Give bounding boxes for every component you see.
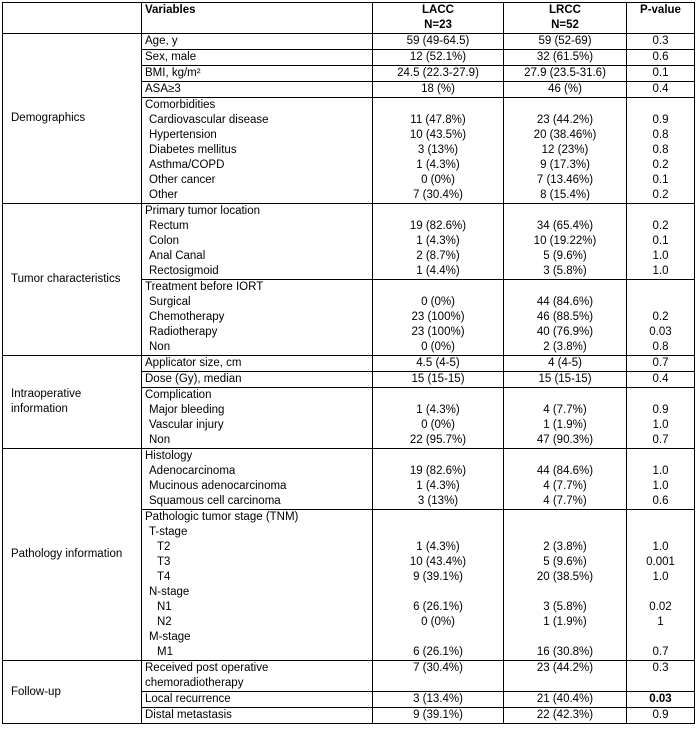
pvalue-value bbox=[630, 388, 691, 403]
lacc-value: 7 (30.4%) bbox=[413, 662, 463, 674]
variable-label: Primary tumor location bbox=[145, 205, 261, 217]
lacc-cell bbox=[373, 388, 504, 449]
lrcc-cell bbox=[504, 372, 627, 388]
sub-variable-label: N-stage bbox=[149, 586, 190, 598]
lrcc-value: 16 (30.8%) bbox=[536, 646, 594, 658]
lrcc-value: 15 (15-15) bbox=[538, 373, 592, 385]
lacc-value: 2 (8.7%) bbox=[416, 250, 460, 262]
pvalue-value bbox=[630, 204, 691, 219]
lrcc-value bbox=[507, 525, 623, 540]
variable-label: Dose (Gy), median bbox=[145, 373, 242, 385]
lrcc-value: 10 (19.22%) bbox=[533, 235, 597, 247]
lrcc-value bbox=[507, 204, 623, 219]
variable-label: BMI, kg/m² bbox=[145, 67, 201, 79]
lrcc-value: 4 (7.7%) bbox=[543, 495, 587, 507]
lrcc-cell bbox=[504, 449, 627, 510]
sub-variable-label: Rectum bbox=[149, 220, 189, 232]
lrcc-cell bbox=[504, 708, 627, 724]
sub-variable-label: Major bleeding bbox=[149, 404, 225, 416]
pvalue-cell bbox=[627, 388, 695, 449]
lacc-value: 9 (39.1%) bbox=[413, 709, 463, 721]
lrcc-value: 44 (84.6%) bbox=[536, 296, 594, 308]
lacc-value: 1 (4.4%) bbox=[416, 265, 460, 277]
pvalue-cell bbox=[627, 34, 695, 50]
lrcc-value: 4 (7.7%) bbox=[543, 480, 587, 492]
table-body bbox=[3, 34, 695, 724]
pvalue-value: 1.0 bbox=[652, 465, 669, 477]
lacc-cell bbox=[373, 510, 504, 661]
lacc-value: 24.5 (22.3-27.9) bbox=[397, 67, 479, 79]
sub-variable-label: M1 bbox=[157, 646, 173, 658]
variable-cell bbox=[142, 356, 373, 372]
pvalue-value: 0.001 bbox=[646, 556, 675, 568]
sub-variable-label: Colon bbox=[149, 235, 180, 247]
header-lacc bbox=[373, 3, 504, 34]
pvalue-value: 0.7 bbox=[652, 357, 669, 369]
lrcc-value: 4 (4-5) bbox=[548, 357, 582, 369]
header-lacc-name: LACC bbox=[422, 4, 454, 16]
variable-cell bbox=[142, 34, 373, 50]
variable-cell bbox=[142, 50, 373, 66]
lacc-cell bbox=[373, 692, 504, 708]
pvalue-cell bbox=[627, 449, 695, 510]
lrcc-value bbox=[507, 630, 623, 645]
variable-label: Local recurrence bbox=[145, 693, 231, 705]
header-lacc-n: N=23 bbox=[424, 19, 452, 31]
lacc-cell bbox=[373, 98, 504, 204]
pvalue-cell bbox=[627, 98, 695, 204]
lrcc-value: 12 (23%) bbox=[541, 144, 589, 156]
sub-variable-label: Diabetes mellitus bbox=[149, 144, 237, 156]
lacc-cell bbox=[373, 449, 504, 510]
lacc-value: 23 (100%) bbox=[411, 326, 465, 338]
pvalue-value: 0.3 bbox=[652, 35, 669, 47]
lrcc-value: 21 (40.4%) bbox=[536, 693, 594, 705]
lacc-value: 1 (4.3%) bbox=[416, 404, 460, 416]
lacc-value: 10 (43.5%) bbox=[409, 129, 467, 141]
pvalue-value bbox=[630, 295, 691, 310]
lacc-cell bbox=[373, 82, 504, 98]
table-row bbox=[3, 356, 695, 372]
lacc-cell bbox=[373, 372, 504, 388]
sub-variable-label: Surgical bbox=[149, 296, 191, 308]
pvalue-cell bbox=[627, 661, 695, 692]
pvalue-value: 0.03 bbox=[649, 326, 672, 338]
pvalue-cell bbox=[627, 50, 695, 66]
variable-cell bbox=[142, 708, 373, 724]
pvalue-cell bbox=[627, 66, 695, 82]
lacc-value bbox=[376, 280, 500, 295]
sub-variable-label: Non bbox=[149, 434, 171, 446]
category-cell: Demographics bbox=[3, 34, 142, 204]
lacc-value bbox=[376, 525, 500, 540]
variable-label: ASA≥3 bbox=[145, 83, 181, 95]
pvalue-value bbox=[630, 280, 691, 295]
pvalue-value: 0.3 bbox=[652, 662, 669, 674]
lacc-value: 23 (100%) bbox=[411, 311, 465, 323]
pvalue-value: 1.0 bbox=[652, 250, 669, 262]
lacc-value: 22 (95.7%) bbox=[409, 434, 467, 446]
pvalue-value bbox=[630, 98, 691, 113]
lacc-value bbox=[376, 630, 500, 645]
lacc-value bbox=[376, 510, 500, 525]
header-lrcc-name: LRCC bbox=[549, 4, 581, 16]
variable-cell bbox=[142, 98, 373, 204]
sub-variable-label: Anal Canal bbox=[149, 250, 206, 262]
sub-variable-label: Asthma/COPD bbox=[149, 159, 225, 171]
lacc-value: 10 (43.4%) bbox=[409, 556, 467, 568]
lacc-cell bbox=[373, 661, 504, 692]
lrcc-value: 59 (52-69) bbox=[538, 35, 592, 47]
lacc-cell bbox=[373, 66, 504, 82]
sub-variable-label: Mucinous adenocarcinoma bbox=[149, 480, 287, 492]
variable-label: Treatment before IORT bbox=[145, 281, 264, 293]
lrcc-cell bbox=[504, 510, 627, 661]
pvalue-value: 0.8 bbox=[652, 144, 669, 156]
lrcc-value: 23 (44.2%) bbox=[536, 662, 594, 674]
sub-variable-label: T-stage bbox=[149, 526, 188, 538]
sub-variable-label: T4 bbox=[157, 571, 171, 583]
pvalue-value: 1.0 bbox=[652, 419, 669, 431]
pvalue-cell bbox=[627, 356, 695, 372]
lacc-value: 19 (82.6%) bbox=[409, 465, 467, 477]
sub-variable-label: M-stage bbox=[149, 631, 191, 643]
lrcc-value bbox=[507, 585, 623, 600]
sub-variable-label: Vascular injury bbox=[149, 419, 224, 431]
lrcc-value: 5 (9.6%) bbox=[543, 250, 587, 262]
lrcc-value: 27.9 (23.5-31.6) bbox=[524, 67, 606, 79]
lrcc-value: 46 (88.5%) bbox=[536, 311, 594, 323]
lacc-value: 3 (13%) bbox=[417, 495, 459, 507]
variable-label: Distal metastasis bbox=[145, 709, 232, 721]
lrcc-cell bbox=[504, 661, 627, 692]
header-lrcc bbox=[504, 3, 627, 34]
pvalue-value: 0.6 bbox=[652, 51, 669, 63]
lacc-value bbox=[376, 388, 500, 403]
lrcc-value bbox=[507, 449, 623, 464]
variable-label: Complication bbox=[145, 389, 212, 401]
lrcc-value: 2 (3.8%) bbox=[543, 341, 587, 353]
lacc-value: 12 (52.1%) bbox=[409, 51, 467, 63]
sub-variable-label: Rectosigmoid bbox=[149, 265, 219, 277]
lacc-value: 3 (13%) bbox=[417, 144, 459, 156]
lrcc-value: 8 (15.4%) bbox=[540, 189, 590, 201]
pvalue-value bbox=[630, 449, 691, 464]
sub-variable-label: Squamous cell carcinoma bbox=[149, 495, 281, 507]
lrcc-cell bbox=[504, 356, 627, 372]
lacc-cell bbox=[373, 280, 504, 356]
header-pvalue: P-value bbox=[627, 3, 695, 34]
variable-label: Applicator size, cm bbox=[145, 357, 242, 369]
sub-variable-label: T2 bbox=[157, 541, 171, 553]
pvalue-value: 0.2 bbox=[652, 220, 669, 232]
pvalue-value: 1.0 bbox=[652, 541, 669, 553]
category-cell: Intraoperative information bbox=[3, 356, 142, 449]
lrcc-value: 9 (17.3%) bbox=[540, 159, 590, 171]
sub-variable-label: N2 bbox=[157, 616, 172, 628]
pvalue-value: 0.2 bbox=[652, 159, 669, 171]
pvalue-value: 1.0 bbox=[652, 571, 669, 583]
lacc-value bbox=[376, 98, 500, 113]
pvalue-value: 0.1 bbox=[652, 67, 669, 79]
pvalue-value: 0.4 bbox=[652, 83, 669, 95]
pvalue-value: 0.1 bbox=[652, 174, 669, 186]
lrcc-value: 3 (5.8%) bbox=[543, 601, 587, 613]
lacc-value: 6 (26.1%) bbox=[413, 646, 463, 658]
variable-cell bbox=[142, 204, 373, 280]
lacc-value: 9 (39.1%) bbox=[413, 571, 463, 583]
header-row bbox=[3, 3, 695, 34]
pvalue-cell bbox=[627, 204, 695, 280]
table-row bbox=[3, 204, 695, 280]
sub-variable-label: Other bbox=[149, 189, 178, 201]
pvalue-value: 1.0 bbox=[652, 265, 669, 277]
lrcc-cell bbox=[504, 34, 627, 50]
variable-cell bbox=[142, 661, 373, 692]
lacc-value: 0 (0%) bbox=[421, 616, 455, 628]
pvalue-cell bbox=[627, 280, 695, 356]
sub-variable-label: Radiotherapy bbox=[149, 326, 218, 338]
pvalue-value: 0.7 bbox=[652, 646, 669, 658]
lacc-value: 59 (49-64.5) bbox=[406, 35, 470, 47]
variable-cell bbox=[142, 82, 373, 98]
lacc-value: 0 (0%) bbox=[421, 174, 455, 186]
pvalue-cell bbox=[627, 372, 695, 388]
pvalue-cell bbox=[627, 692, 695, 708]
lacc-value: 0 (0%) bbox=[421, 419, 455, 431]
variable-label: Sex, male bbox=[145, 51, 197, 63]
lacc-cell bbox=[373, 708, 504, 724]
pvalue-value bbox=[630, 585, 691, 600]
lrcc-cell bbox=[504, 204, 627, 280]
pvalue-value: 0.9 bbox=[652, 114, 669, 126]
pvalue-value: 1 bbox=[657, 616, 664, 628]
category-cell: Tumor characteristics bbox=[3, 204, 142, 356]
sub-variable-label: T3 bbox=[157, 556, 171, 568]
variable-label: Histology bbox=[145, 450, 193, 462]
table-row bbox=[3, 661, 695, 692]
lrcc-value: 32 (61.5%) bbox=[536, 51, 594, 63]
lacc-value: 4.5 (4-5) bbox=[416, 357, 460, 369]
lrcc-value bbox=[507, 388, 623, 403]
lrcc-value bbox=[507, 280, 623, 295]
sub-variable-label: Cardiovascular disease bbox=[149, 114, 269, 126]
lrcc-value: 46 (%) bbox=[548, 83, 582, 95]
variable-cell bbox=[142, 66, 373, 82]
lacc-value: 11 (47.8%) bbox=[410, 114, 466, 126]
variable-label: Comorbidities bbox=[145, 99, 216, 111]
pvalue-value: 0.03 bbox=[649, 693, 672, 705]
pvalue-value: 0.7 bbox=[652, 434, 669, 446]
pvalue-value: 0.6 bbox=[652, 495, 669, 507]
lacc-value: 3 (13.4%) bbox=[413, 693, 463, 705]
pvalue-value: 0.8 bbox=[652, 341, 669, 353]
lrcc-value: 4 (7.7%) bbox=[543, 404, 587, 416]
lacc-value bbox=[376, 204, 500, 219]
lrcc-value: 1 (1.9%) bbox=[543, 616, 587, 628]
lacc-cell bbox=[373, 204, 504, 280]
lrcc-value: 34 (65.4%) bbox=[536, 220, 594, 232]
lacc-value: 0 (0%) bbox=[421, 296, 455, 308]
sub-variable-label: Other cancer bbox=[149, 174, 216, 186]
sub-variable-label: N1 bbox=[157, 601, 172, 613]
lacc-value bbox=[376, 449, 500, 464]
lrcc-value: 22 (42.3%) bbox=[536, 709, 594, 721]
pvalue-cell bbox=[627, 82, 695, 98]
lrcc-value: 23 (44.2%) bbox=[536, 114, 594, 126]
lacc-cell bbox=[373, 356, 504, 372]
lrcc-value: 47 (90.3%) bbox=[536, 434, 594, 446]
lrcc-value: 44 (84.6%) bbox=[536, 465, 594, 477]
lrcc-cell bbox=[504, 82, 627, 98]
pvalue-value: 0.8 bbox=[652, 129, 669, 141]
lrcc-value: 2 (3.8%) bbox=[543, 541, 587, 553]
variable-cell bbox=[142, 692, 373, 708]
pvalue-value: 0.02 bbox=[649, 601, 672, 613]
lrcc-cell bbox=[504, 280, 627, 356]
pvalue-value: 0.9 bbox=[652, 709, 669, 721]
category-cell: Pathology information bbox=[3, 449, 142, 661]
lacc-value: 1 (4.3%) bbox=[416, 235, 460, 247]
header-empty-cell bbox=[3, 3, 142, 34]
pvalue-cell bbox=[627, 510, 695, 661]
lrcc-cell bbox=[504, 98, 627, 204]
pvalue-value: 0.1 bbox=[652, 235, 669, 247]
lrcc-cell bbox=[504, 50, 627, 66]
sub-variable-label: Non bbox=[149, 341, 171, 353]
lacc-value: 7 (30.4%) bbox=[413, 189, 463, 201]
pvalue-value bbox=[630, 525, 691, 540]
lrcc-value bbox=[507, 510, 623, 525]
lacc-value bbox=[376, 585, 500, 600]
lacc-value: 6 (26.1%) bbox=[413, 601, 463, 613]
lrcc-value bbox=[507, 98, 623, 113]
lacc-cell bbox=[373, 34, 504, 50]
results-table bbox=[2, 2, 695, 724]
sub-variable-label: Hypertension bbox=[149, 129, 217, 141]
pvalue-cell bbox=[627, 708, 695, 724]
pvalue-value: 0.2 bbox=[652, 189, 669, 201]
lrcc-value: 20 (38.46%) bbox=[533, 129, 597, 141]
lacc-value: 19 (82.6%) bbox=[409, 220, 467, 232]
pvalue-value bbox=[630, 630, 691, 645]
variable-cell bbox=[142, 372, 373, 388]
header-lrcc-n: N=52 bbox=[551, 19, 579, 31]
lrcc-cell bbox=[504, 388, 627, 449]
lacc-value: 1 (4.3%) bbox=[416, 480, 460, 492]
pvalue-value: 0.4 bbox=[652, 373, 669, 385]
pvalue-value bbox=[630, 510, 691, 525]
sub-variable-label: Chemotherapy bbox=[149, 311, 225, 323]
table-row bbox=[3, 34, 695, 50]
pvalue-value: 0.2 bbox=[652, 311, 669, 323]
lrcc-value: 20 (38.5%) bbox=[536, 571, 594, 583]
variable-cell bbox=[142, 280, 373, 356]
variable-label: Age, y bbox=[145, 35, 178, 47]
header-variables: Variables bbox=[142, 3, 373, 34]
sub-variable-label: Adenocarcinoma bbox=[149, 465, 236, 477]
lrcc-value: 5 (9.6%) bbox=[543, 556, 587, 568]
lacc-value: 18 (%) bbox=[421, 83, 455, 95]
lacc-value: 1 (4.3%) bbox=[416, 159, 460, 171]
lrcc-value: 7 (13.46%) bbox=[536, 174, 594, 186]
variable-label: Received post operative chemoradiotherapy bbox=[145, 662, 269, 689]
lrcc-value: 40 (76.9%) bbox=[536, 326, 594, 338]
lacc-value: 1 (4.3%) bbox=[416, 541, 460, 553]
lacc-value: 0 (0%) bbox=[421, 341, 455, 353]
lrcc-cell bbox=[504, 66, 627, 82]
lacc-cell bbox=[373, 50, 504, 66]
table-row bbox=[3, 449, 695, 510]
lrcc-value: 3 (5.8%) bbox=[543, 265, 587, 277]
lacc-value: 15 (15-15) bbox=[411, 373, 465, 385]
variable-cell bbox=[142, 388, 373, 449]
variable-cell bbox=[142, 449, 373, 510]
category-cell: Follow-up bbox=[3, 661, 142, 724]
pvalue-value: 0.9 bbox=[652, 404, 669, 416]
variable-cell bbox=[142, 510, 373, 661]
lrcc-value: 1 (1.9%) bbox=[543, 419, 587, 431]
lrcc-cell bbox=[504, 692, 627, 708]
variable-label: Pathologic tumor stage (TNM) bbox=[145, 511, 299, 523]
pvalue-value: 1.0 bbox=[652, 480, 669, 492]
